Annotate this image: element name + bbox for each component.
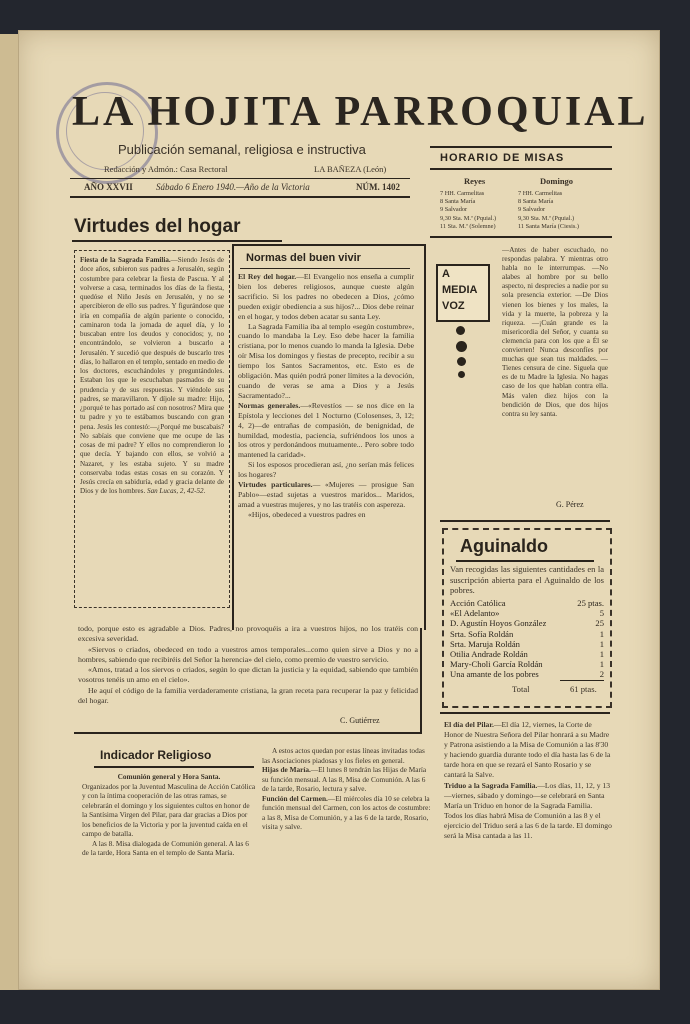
indicador-p6-body: —El día 12, viernes, la Corte de Honor de Nuestra Señora del Pilar honrará a su Madre y Patrona asistiendo a la Misa de Comunión a las 8'30 y haciendo guardia durante todo el día hasta las 6 de la tarde hora en que se rezará el Santo Rosario y se cantará la Salve.: [444, 720, 611, 780]
aguinaldo-row-amount: 2: [599, 669, 604, 680]
normas-p4: Si los esposos procedieran así, ¿no serían más felices los hogares?: [238, 460, 414, 480]
indicador-col1: [82, 772, 256, 900]
masthead-subtitle: Publicación semanal, religiosa e instructiva: [118, 142, 366, 157]
indicador-p6-lead: El día del Pilar.: [444, 720, 494, 729]
media-voz-bottom-rule: [440, 520, 610, 522]
cont-p2: «Siervos o criados, obedeced en todo a vuestros amos temporales...como quien sirve a Dios y no a hombres, sabiendo que recibiréis del Señor la herencia» del cielo, como premio de vuestro servicio.: [78, 644, 418, 664]
normas-box-right-tail: [420, 628, 422, 732]
virtudes-signature: C. Gutiérrez: [340, 716, 380, 725]
normas-p3-body: —«Revestíos — se nos dice en la Epístola y lecciones del 1 Nocturno (Colosenses, 3, 12; 4, 2)—de entrañas de compasión, de benignidad, de humildad, modestia, paciencia, sufriéndoos los unos a los otros y perdonándoos mutuamente... Pero sobre todo mantened la caridad».: [238, 400, 414, 460]
aguinaldo-intro: Van recogidas las siguientes cantidades en la suscripción abierta para el Aguinaldo de los pobres.: [450, 564, 604, 596]
normas-p5-body: — «Mujeres — prosigue San Pablo»—estad sujetas a vuestros maridos... Maridos, amad a vuestras mujeres, y no las tratéis con aspereza.: [238, 480, 414, 509]
aguinaldo-row: [450, 618, 604, 628]
gospel-body: —Siendo Jesús de doce años, subieron sus padres a Jerusalén, según costumbre para celebrar la fiesta de Pascua. Y al volverse a casa, terminados los días de la fiesta, quedóse el Niño Jesús en Jerusalén, y no se apercibieron de ello sus padres. Y figurándose que iría en compañía de algún pariente o conocido, caminaron toda la jornada de aquel día, y lo buscaban entre los deudos y conocidos; y, no encontrándolo, se volvieron a buscarlo a Jerusalén. Y sucedió que después de buscarlo tres días, lo hallaron en el templo, sentado en medio de los doctores, escuchándoles y preguntándoles. Estaban los que le escuchaban pasmados de su prudencia y de sus respuestas. Y viéndole sus padres, se maravillaron. Y díjole su madre: Hijo, ¿porqué te has portado así con nosotros? Mira que tu padre y yo te estábamos buscando con gran pena. Jesús les contestó:—¿Porqué me buscabais? No sabíais que conviene que me ocupe de las cosas de mi padre? Y ellos no comprendieron lo que decía. Y bajando con ellos, se volvió a Nazaret, y les estaba sujeto. Y su madre conservaba todas estas cosas en su corazón. Y Jesús crecía en sabiduría, edad y gracia delante de Dios y de los hombres.: [80, 256, 224, 496]
masthead-rule: [70, 178, 410, 179]
indicador-p3: A estos actos quedan por estas líneas invitadas todas las Asociaciones piadosas y los fieles en general.: [262, 746, 425, 765]
normas-text: [238, 272, 414, 628]
horario-title: HORARIO DE MISAS: [440, 152, 565, 164]
cont-p4: He aquí el código de la familia verdaderamente cristiana, la gran receta para recuperar la paz y felicidad del hogar.: [78, 685, 418, 706]
normas-p5: [238, 480, 414, 510]
indicador-p1: Organizados por la Juventud Masculina de Acción Católica y con la íntima cooperación de las otras ramas, se celebrarán el domingo y los siguientes cultos en honor de la Santísima Virgen del Pilar, para dar gracias a Dios por los beneficios de la Victoria y por la juventud caída en el campo de batalla.: [82, 781, 256, 838]
horario-bottom-rule: [430, 236, 612, 238]
virtudes-heading: Virtudes del hogar: [74, 216, 241, 237]
masthead-bottom-rule: [70, 196, 410, 198]
horario-col2-row: 8 Santa María: [518, 198, 554, 206]
gospel-text: [80, 256, 224, 602]
masthead-place: LA BAÑEZA (León): [314, 164, 387, 174]
cont-p3: «Amos, tratad a los siervos o criados, según lo que dictan la justicia y la equidad, sabiendo que también vosotros tenéis un amo en el cielo».: [78, 665, 418, 685]
masthead-redaccion: Redacción y Admón.: Casa Rectoral: [104, 164, 228, 174]
indicador-p4-lead: Hijas de María.: [262, 765, 311, 774]
aguinaldo-heading-rule: [456, 560, 594, 562]
normas-p2: La Sagrada Familia iba al templo «según costumbre», cuando lo mandaba la Ley. Eso debe hacer la familia cristiana, por lo menos cuando lo manda la Iglesia. Debe oír Misa los domingos y fiestas de precepto, recibir a su tiempo los Santos Sacramentos, etc. Esto es de obligación. Mas quién podrá poner límites a la devoción, cuando de veras se ama a Dios y a Jesús Sacramentado?...: [238, 321, 414, 400]
masthead-year: AÑO XXVII: [84, 182, 133, 192]
aguinaldo-row-amount: 25 ptas.: [577, 598, 604, 608]
horario-top-rule: [430, 146, 612, 148]
horario-col2-row: 11 Santa María (Ciesis.): [518, 222, 579, 230]
gospel-ref: San Lucas, 2, 42-52.: [147, 487, 206, 496]
media-voz-label-3: VOZ: [442, 300, 465, 312]
horario-title-rule: [430, 168, 612, 170]
bullet-dot: [457, 357, 466, 366]
media-voz-label-1: A: [442, 268, 450, 280]
normas-p1-lead: El Rey del hogar.: [238, 272, 297, 281]
cont-p1: todo, porque esto es agradable a Dios. Padres, no provoquéis a ira a vuestros hijos, no los tratéis con excesiva severidad.: [78, 624, 418, 644]
virtudes-heading-rule: [72, 240, 282, 242]
normas-heading: Normas del buen vivir: [246, 252, 361, 264]
horario-col1: [440, 190, 522, 231]
aguinaldo-row-name: «El Adelanto»: [450, 608, 500, 619]
aguinaldo-row-amount: 5: [599, 608, 604, 619]
aguinaldo-row: [450, 629, 604, 639]
aguinaldo-bottom-rule: [440, 712, 610, 714]
masthead-title: LA HOJITA PARROQUIAL: [72, 89, 649, 135]
indicador-p7-lead: Triduo a la Sagrada Familia.: [444, 780, 538, 790]
indicador-col2: [262, 746, 434, 900]
media-voz-signature: G. Pérez: [556, 500, 584, 509]
aguinaldo-row-amount: 1: [599, 649, 604, 660]
bullet-dot: [456, 341, 467, 352]
normas-heading-rule: [240, 268, 410, 269]
aguinaldo-row-amount: 1: [599, 659, 604, 670]
aguinaldo-row-amount: 25: [595, 618, 604, 629]
masthead-number: NÚM. 1402: [356, 182, 400, 192]
indicador-p5-body: —El miércoles día 10 se celebra la función mensual del Carmen, con los actos de costumbre: a las 8, Misa de Comunión, y a las 6 de la tarde, Rosario, visita y salve.: [262, 793, 431, 831]
aguinaldo-row-name: Una amante de los pobres: [450, 669, 539, 680]
aguinaldo-heading: Aguinaldo: [460, 536, 548, 556]
normas-p1-body: —El Evangelio nos enseña a cumplir bien los deberes religiosos, aunque cueste algún sacrificio. Si los padres no obedecen a Dios, ¿cómo pueden exigir obediencia a sus hijos?... Dios debe reinar en el hogar, y todos deben acatar su santa Ley.: [238, 272, 414, 321]
horario-col2-row: 7 HH. Carmelitas: [518, 190, 563, 197]
normas-p3: [238, 401, 414, 460]
indicador-col3: [444, 720, 612, 896]
horario-col1-head: Reyes: [464, 176, 486, 186]
horario-col2-row: 9,30 Sta. M.ª (Pquial.): [518, 214, 575, 222]
aguinaldo-row-amount: 1: [599, 638, 604, 649]
normas-p3-lead: Normas generales.: [238, 400, 301, 410]
aguinaldo-row: [450, 608, 604, 618]
aguinaldo-row: [450, 639, 604, 649]
indicador-p5-lead: Función del Carmen.: [262, 793, 328, 803]
horario-col1-row: 8 Santa María: [440, 198, 476, 206]
indicador-heading: Indicador Religioso: [100, 748, 212, 762]
aguinaldo-row-name: D. Agustín Hoyos González: [450, 618, 547, 629]
aguinaldo-total-label: Total: [512, 684, 530, 694]
normas-p6: «Hijos, obedeced a vuestros padres en: [248, 509, 366, 519]
aguinaldo-row: [450, 598, 604, 608]
indicador-p4-body: —El lunes 8 tendrán las Hijas de María su función mensual. A las 8, Misa de Comunión. A las 6 de la tarde, Rosario, lectura y salve.: [262, 765, 427, 793]
indicador-sub1: Comunión general y Hora Santa.: [117, 772, 221, 781]
media-voz-text: —Antes de haber escuchado, no respondas palabra. Y mientras otro habla no le interrumpas. —No alabes al hombre por su bello aspecto, ni desprecies a nadie por su sola presencia exterior. —De Dios vienen los bienes y los males, la vida y la muerte, la pobreza y la riqueza. —¡Cuán grande es la misericordia del Señor, y cuanta su clemencia para con los que a Él se convierten! Nunca desconfíes por muchas que sean tus maldades. —Tienes censura de cine. Siguela que es de tu Madre la Iglesia. No hagas caso de los que hablan contra ella. Más valen diez hijos con la bendición de Dios, que dos hijos contra su ley santa.: [502, 246, 608, 418]
aguinaldo-row-name: Acción Católica: [450, 598, 506, 608]
virtudes-bottom-rule: [74, 732, 422, 734]
aguinaldo-row: [450, 669, 604, 679]
indicador-p7-body: —Los días, 11, 12, y 13—viernes, sábado y domingo—se celebrará en Santa María un Triduo en honor de la Sagrada Familia. Todos los días habrá Misa de Comunión a las 8 y el ejercicio del Triduo será a las 6 de la tarde. El domingo será la Misa cantada a las 11.: [444, 780, 612, 841]
horario-col1-row: 11 Sta. M.ª (Solemne): [440, 222, 496, 230]
normas-p1: [238, 272, 414, 322]
horario-col2-head: Domingo: [540, 176, 574, 186]
indicador-p4: [262, 765, 434, 794]
indicador-heading-rule: [94, 766, 254, 768]
horario-col2-row: 9 Salvador: [518, 206, 546, 214]
aguinaldo-row-name: Otilia Andrade Roldán: [450, 649, 528, 660]
aguinaldo-row-name: Srta. Sofía Roldán: [450, 628, 514, 639]
media-voz-label-2: MEDIA: [442, 284, 478, 296]
aguinaldo-total: 61 ptas.: [570, 684, 597, 694]
bullet-dot: [456, 326, 465, 335]
media-voz-label: [436, 264, 490, 322]
aguinaldo-row-amount: 1: [599, 628, 604, 639]
bullet-dot: [458, 371, 465, 378]
aguinaldo-row: [450, 659, 604, 669]
indicador-p6: [444, 720, 612, 781]
indicador-p7: [444, 781, 612, 842]
aguinaldo-list: [450, 598, 604, 680]
horario-col1-row: 7 HH. Carmelitas: [440, 190, 485, 197]
horario-col1-row: 9,30 Sta. M.ª (Pquial.): [440, 214, 497, 222]
horario-col2: [518, 190, 610, 231]
aguinaldo-row-name: Srta. Maruja Roldán: [450, 638, 520, 649]
aguinaldo-row-name: Mary-Choli García Roldán: [450, 659, 543, 670]
normas-p5-lead: Virtudes particulares.: [238, 480, 313, 490]
masthead-date: Sábado 6 Enero 1940.—Año de la Victoria: [156, 182, 310, 192]
indicador-p2: A las 8. Misa dialogada de Comunión general. A las 6 de la tarde, Hora Santa en el templo de Santa María.: [82, 838, 249, 857]
aguinaldo-total-rule: [560, 680, 604, 681]
indicador-p5: [262, 794, 434, 832]
aguinaldo-row: [450, 649, 604, 659]
gospel-lead: Fiesta de la Sagrada Familia.: [80, 256, 171, 264]
horario-col1-row: 9 Salvador: [440, 206, 468, 214]
